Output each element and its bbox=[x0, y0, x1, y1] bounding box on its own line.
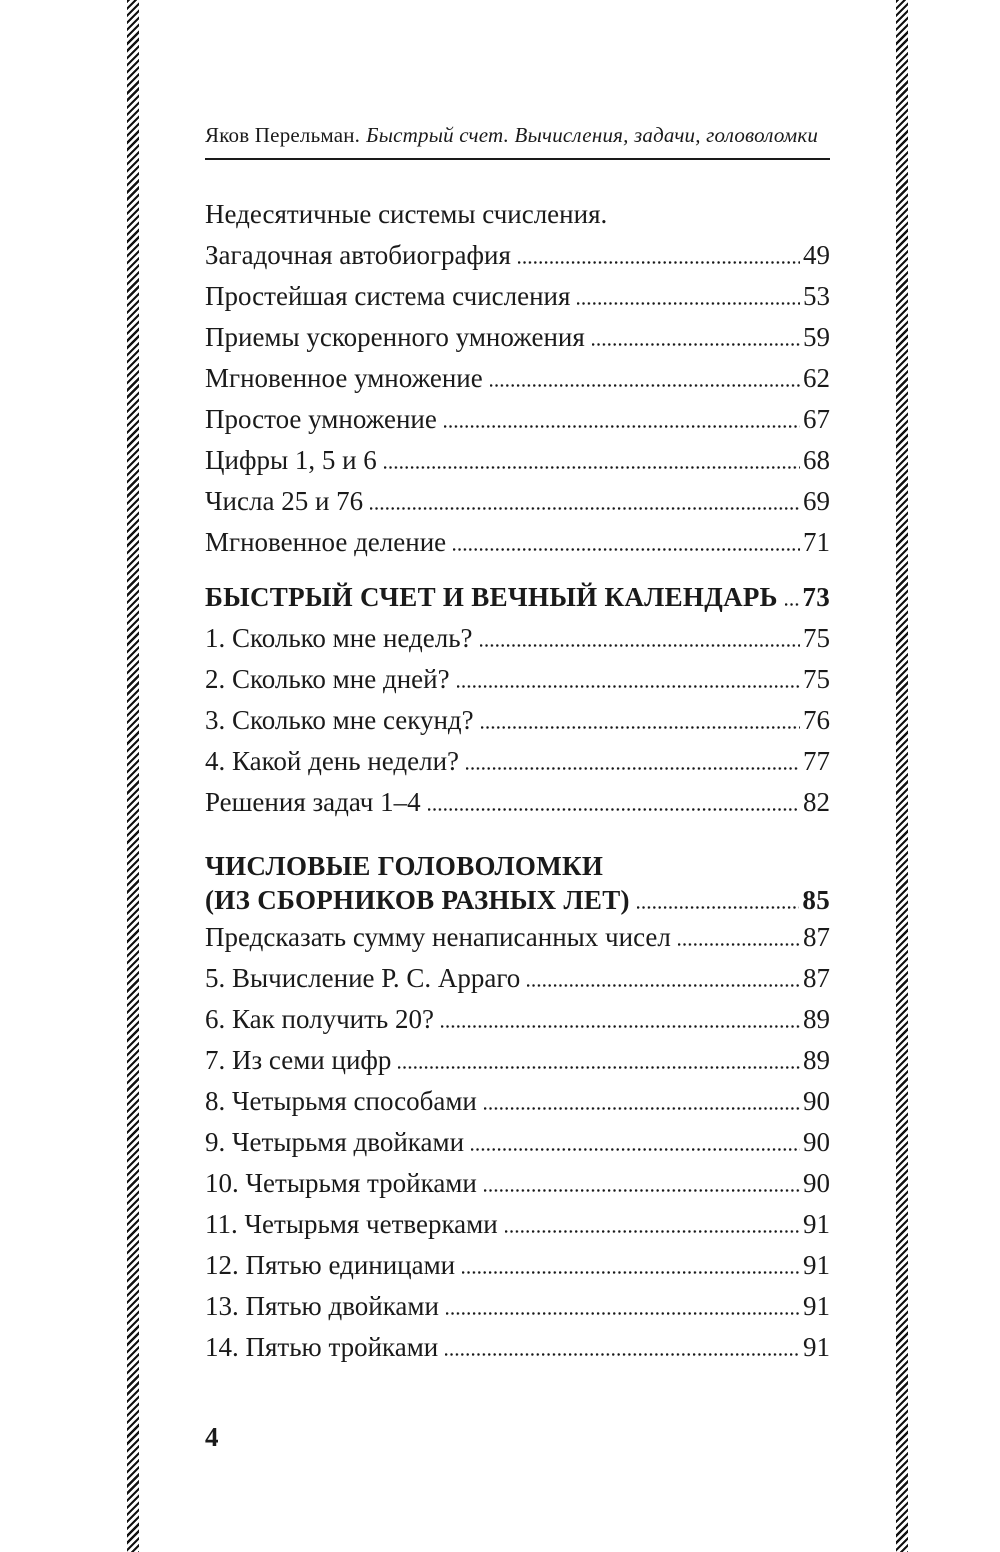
toc-entry-page: 90 bbox=[803, 1127, 830, 1157]
toc-entry bbox=[205, 1040, 830, 1081]
toc-entry-page: 53 bbox=[803, 281, 830, 311]
table-of-contents bbox=[205, 194, 830, 1368]
right-hatched-border bbox=[896, 0, 908, 1552]
toc-entry bbox=[205, 317, 830, 358]
toc-entry bbox=[205, 1122, 830, 1163]
toc-entry-title: Приемы ускоренного умножения bbox=[205, 322, 585, 352]
toc-entry-page: 91 bbox=[803, 1291, 830, 1321]
toc-entry bbox=[205, 1286, 830, 1327]
toc-entry bbox=[205, 958, 830, 999]
toc-entry-page: 73 bbox=[802, 582, 830, 612]
toc-entry-title: 3. Сколько мне секунд? bbox=[205, 705, 474, 735]
toc-section bbox=[205, 194, 830, 563]
toc-entry-title: 9. Четырьмя двойками bbox=[205, 1127, 465, 1157]
toc-entry-page: 75 bbox=[803, 664, 830, 694]
toc-entry-page: 89 bbox=[803, 1004, 830, 1034]
left-hatched-border bbox=[127, 0, 139, 1552]
header-rule bbox=[205, 158, 830, 160]
toc-entry-page: 91 bbox=[803, 1250, 830, 1280]
toc-entry bbox=[205, 741, 830, 782]
toc-entry-page: 87 bbox=[803, 922, 830, 952]
toc-entry-page: 49 bbox=[803, 240, 830, 270]
toc-entry-page: 82 bbox=[803, 787, 830, 817]
toc-entry bbox=[205, 999, 830, 1040]
toc-entry-page: 75 bbox=[803, 623, 830, 653]
dot-leader bbox=[398, 1066, 800, 1069]
dot-leader bbox=[785, 603, 800, 606]
toc-entry bbox=[205, 917, 830, 958]
toc-entry bbox=[205, 358, 830, 399]
toc-entry-page: 77 bbox=[803, 746, 830, 776]
toc-entry bbox=[205, 194, 830, 235]
toc-entry bbox=[205, 1204, 830, 1245]
toc-entry-title: Мгновенное умножение bbox=[205, 363, 483, 393]
dot-leader bbox=[444, 425, 800, 428]
dot-leader bbox=[518, 261, 800, 264]
dot-leader bbox=[484, 1189, 800, 1192]
toc-section bbox=[205, 577, 830, 823]
dot-leader bbox=[428, 808, 800, 811]
toc-entry bbox=[205, 782, 830, 823]
toc-section-heading bbox=[205, 577, 830, 618]
toc-entry-page: 89 bbox=[803, 1045, 830, 1075]
toc-entry-page: 76 bbox=[803, 705, 830, 735]
toc-entry bbox=[205, 276, 830, 317]
running-header bbox=[205, 122, 830, 148]
toc-section bbox=[205, 849, 830, 1368]
toc-entry bbox=[205, 618, 830, 659]
toc-entry-page: 91 bbox=[803, 1209, 830, 1239]
toc-entry-title: 14. Пятью тройками bbox=[205, 1332, 439, 1362]
toc-entry bbox=[205, 659, 830, 700]
header-book-title: Быстрый счет. Вычисления, задачи, головоломки bbox=[366, 123, 819, 147]
toc-entry-page: 91 bbox=[803, 1332, 830, 1362]
header-author: Яков Перельман. bbox=[205, 123, 361, 147]
toc-entry-title: ЧИСЛОВЫЕ ГОЛОВОЛОМКИ bbox=[205, 851, 604, 881]
dot-leader bbox=[592, 343, 800, 346]
toc-entry bbox=[205, 481, 830, 522]
toc-entry-title: Мгновенное деление bbox=[205, 527, 447, 557]
toc-entry-title: 11. Четырьмя четверками bbox=[205, 1209, 498, 1239]
toc-entry-page: 71 bbox=[803, 527, 830, 557]
toc-entry-page: 68 bbox=[803, 445, 830, 475]
dot-leader bbox=[577, 302, 800, 305]
toc-entry-title: Числа 25 и 76 bbox=[205, 486, 364, 516]
toc-entry-title: (ИЗ СБОРНИКОВ РАЗНЫХ ЛЕТ) bbox=[205, 885, 630, 915]
toc-entry bbox=[205, 1245, 830, 1286]
page-content bbox=[205, 122, 830, 1368]
toc-entry bbox=[205, 440, 830, 481]
dot-leader bbox=[481, 726, 800, 729]
toc-entry-title: 12. Пятью единицами bbox=[205, 1250, 456, 1280]
toc-entry-page: 59 bbox=[803, 322, 830, 352]
dot-leader bbox=[484, 1107, 800, 1110]
toc-entry-title: Простое умножение bbox=[205, 404, 437, 434]
toc-entry-title: 8. Четырьмя способами bbox=[205, 1086, 477, 1116]
dot-leader bbox=[370, 507, 800, 510]
toc-entry-title: Цифры 1, 5 и 6 bbox=[205, 445, 377, 475]
toc-entry-title: 2. Сколько мне дней? bbox=[205, 664, 450, 694]
toc-entry-title: Решения задач 1–4 bbox=[205, 787, 421, 817]
toc-entry-title: 10. Четырьмя тройками bbox=[205, 1168, 477, 1198]
toc-entry-page: 62 bbox=[803, 363, 830, 393]
toc-entry bbox=[205, 1327, 830, 1368]
toc-entry-title: 13. Пятью двойками bbox=[205, 1291, 439, 1321]
toc-entry-page: 87 bbox=[803, 963, 830, 993]
toc-entry-title: 7. Из семи цифр bbox=[205, 1045, 392, 1075]
dot-leader bbox=[441, 1025, 800, 1028]
toc-entry-page: 90 bbox=[803, 1168, 830, 1198]
toc-entry-title: Загадочная автобиография bbox=[205, 240, 511, 270]
dot-leader bbox=[457, 685, 800, 688]
dot-leader bbox=[480, 644, 800, 647]
toc-entry-title: 6. Как получить 20? bbox=[205, 1004, 434, 1034]
toc-entry-title: БЫСТРЫЙ СЧЕТ И ВЕЧНЫЙ КАЛЕНДАРЬ bbox=[205, 582, 778, 612]
toc-entry-page: 67 bbox=[803, 404, 830, 434]
dot-leader bbox=[490, 384, 800, 387]
toc-entry-title: 4. Какой день недели? bbox=[205, 746, 460, 776]
toc-entry bbox=[205, 399, 830, 440]
dot-leader bbox=[462, 1271, 800, 1274]
toc-entry-page: 85 bbox=[802, 885, 830, 915]
dot-leader bbox=[527, 984, 800, 987]
dot-leader bbox=[678, 943, 800, 946]
toc-entry-page: 90 bbox=[803, 1086, 830, 1116]
toc-entry bbox=[205, 235, 830, 276]
toc-section-heading bbox=[205, 883, 830, 917]
dot-leader bbox=[505, 1230, 800, 1233]
toc-entry bbox=[205, 1081, 830, 1122]
toc-entry-page: 69 bbox=[803, 486, 830, 516]
dot-leader bbox=[466, 767, 800, 770]
toc-entry bbox=[205, 1163, 830, 1204]
dot-leader bbox=[453, 548, 800, 551]
dot-leader bbox=[445, 1353, 800, 1356]
dot-leader bbox=[471, 1148, 800, 1151]
toc-entry bbox=[205, 522, 830, 563]
toc-section-heading bbox=[205, 849, 830, 883]
toc-entry-title: Недесятичные системы счисления. bbox=[205, 199, 608, 229]
dot-leader bbox=[384, 466, 800, 469]
toc-entry-title: Простейшая система счисления bbox=[205, 281, 571, 311]
dot-leader bbox=[637, 906, 800, 909]
toc-entry-title: 1. Сколько мне недель? bbox=[205, 623, 473, 653]
toc-entry bbox=[205, 700, 830, 741]
page-number: 4 bbox=[205, 1422, 219, 1452]
toc-entry-title: 5. Вычисление Р. С. Арраго bbox=[205, 963, 521, 993]
toc-entry-title: Предсказать сумму ненаписанных чисел bbox=[205, 922, 671, 952]
dot-leader bbox=[446, 1312, 800, 1315]
